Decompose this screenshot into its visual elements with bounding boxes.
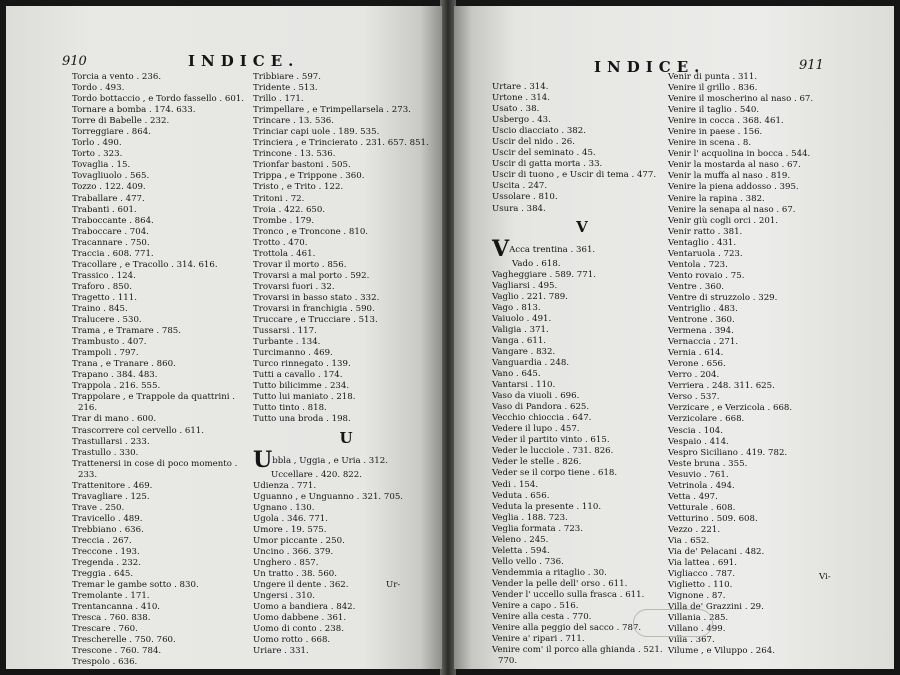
index-entry: Via . 652. (668, 535, 710, 546)
right-page-number: 911 (799, 58, 824, 73)
index-entry: Tutti a cavallo . 174. (253, 370, 343, 381)
index-entry: Traballare . 477. (72, 193, 145, 204)
index-entry: Vello vello . 736. (492, 556, 564, 567)
index-entry: Vedi . 154. (492, 479, 539, 490)
index-entry: Veduta la presente . 110. (492, 501, 602, 512)
index-entry: Tozzo . 122. 409. (72, 182, 146, 193)
index-entry: Veder il partito vinto . 615. (492, 435, 610, 446)
left-index-column-2 (253, 72, 439, 657)
index-entry: Trattenersi in cose di poco momento . (72, 458, 238, 469)
index-entry: Vescia . 104. (668, 425, 723, 436)
index-entry: 233. (78, 469, 98, 480)
index-entry: Treccia . 267. (72, 535, 132, 546)
index-entry: Tornare a bomba . 174. 633. (72, 105, 196, 116)
index-entry: Uriare . 331. (253, 646, 309, 657)
index-entry: Vigliacco . 787. (668, 569, 736, 580)
index-entry: Villania . 285. (668, 613, 729, 624)
index-entry: Umore . 19. 575. (253, 524, 327, 535)
index-entry: Traino . 845. (72, 303, 128, 314)
index-entry: Venire a capo . 516. (492, 601, 579, 612)
index-entry: Trattenitore . 469. (72, 480, 153, 491)
index-entry: Trovarsi in basso stato . 332. (253, 292, 380, 303)
index-entry: Vaiuolo . 491. (492, 313, 552, 324)
index-entry: Traboccare . 704. (72, 226, 149, 237)
index-entry: Venir di punta . 311. (668, 72, 758, 82)
index-entry: Vender l' uccello sulla frasca . 611. (492, 589, 645, 600)
index-entry: Ussolare . 810. (492, 192, 558, 203)
index-entry: Vanga . 611. (492, 335, 547, 346)
index-entry: Trincone . 13. 536. (253, 149, 336, 160)
index-entry: Vender la pelle dell' orso . 611. (492, 578, 628, 589)
index-entry: Ventre di struzzolo . 329. (668, 292, 778, 303)
index-entry: Urtone . 314. (492, 93, 550, 104)
index-entry: Veglia . 188. 723. (492, 512, 568, 523)
index-entry: Venire com' il porco alla ghianda . 521. (492, 645, 663, 656)
index-entry: Trillo . 171. (253, 94, 304, 105)
index-entry: Ubbla , Uggia , e Uria . 312. (253, 446, 388, 473)
index-entry: Venir giù cogli orci . 201. (668, 215, 779, 226)
index-entry: Trespolo . 636. (72, 657, 138, 668)
index-entry: Trescone . 760. 784. (72, 646, 162, 657)
index-entry: Travagliare . 125. (72, 491, 150, 502)
index-entry: Villa . 367. (668, 635, 715, 646)
index-entry: Vagheggiare . 589. 771. (492, 269, 596, 280)
index-entry: Treccone . 193. (72, 547, 140, 558)
index-entry: Tutto lui maniato . 218. (253, 392, 356, 403)
left-index-column-1 (72, 72, 250, 669)
index-entry: Vanguardia . 248. (492, 357, 570, 368)
index-entry: Trovar il morto . 856. (253, 259, 347, 270)
index-entry: Umor piccante . 250. (253, 535, 345, 546)
left-col2-u-entries (253, 481, 439, 658)
index-entry: Verriera . 248. 311. 625. (668, 381, 775, 392)
drop-cap-u: U (253, 446, 273, 473)
index-entry: Trippa , e Trippone . 360. (253, 171, 365, 182)
index-entry: Valigia . 371. (492, 324, 549, 335)
index-entry: Vado . 618. (512, 258, 561, 269)
index-entry: Torcia a vento . 236. (72, 72, 162, 82)
index-entry: Ventriglio . 483. (668, 303, 738, 314)
index-entry: Treggia . 645. (72, 569, 134, 580)
index-entry: Vaglio . 221. 789. (492, 291, 568, 302)
index-entry: Uomo a bandiera . 842. (253, 602, 356, 613)
index-entry: Uscio diacciato . 382. (492, 126, 586, 137)
index-entry: Tordo bottaccio , e Tordo fassello . 601. (72, 94, 244, 105)
index-entry: Trana , e Tranare . 860. (72, 359, 176, 370)
index-entry: Vesuvio . 761. (668, 469, 729, 480)
index-entry: Veglia formata . 723. (492, 523, 583, 534)
right-index-column-1 (492, 82, 672, 667)
index-entry: Trampoli . 797. (72, 348, 139, 359)
index-entry: Trastullo . 330. (72, 447, 139, 458)
index-entry: Uscir del nido . 26. (492, 137, 575, 148)
index-entry: Venire alla peggio del sacco . 787. (492, 623, 642, 634)
left-col2-t-entries (253, 72, 439, 426)
index-entry: Trave . 250. (72, 502, 125, 513)
index-entry: Ventaglio . 431. (668, 237, 737, 248)
index-entry: Tovaglia . 15. (72, 160, 131, 171)
index-entry: Tristo , e Trito . 122. (253, 182, 344, 193)
index-entry: Tridente . 513. (253, 83, 318, 94)
left-page (6, 6, 442, 669)
index-entry: Vernia . 614. (668, 348, 724, 359)
index-entry: Turco rinnegato . 139. (253, 359, 351, 370)
index-entry: Vano . 645. (492, 369, 541, 380)
index-entry: Trionfar bastoni . 505. (253, 160, 351, 171)
index-entry: Venire in scena . 8. (668, 138, 752, 149)
index-entry: Vetrinola . 494. (668, 480, 735, 491)
index-entry: Tordo . 493. (72, 83, 125, 94)
index-entry: Tutto bilicimme . 234. (253, 381, 350, 392)
index-entry: Venire la rapina . 382. (668, 193, 765, 204)
index-entry: Usura . 384. (492, 203, 546, 214)
index-entry: Venire il moscherino al naso . 67. (668, 94, 814, 105)
index-entry: Uncino . 366. 379. (253, 546, 334, 557)
index-entry: Turcimanno . 469. (253, 348, 333, 359)
index-entry: Venire la senapa al naso . 67. (668, 204, 796, 215)
index-entry: Trappolare , e Trappole da quattrini . (72, 392, 235, 403)
index-entry: Venire il taglio . 540. (668, 105, 760, 116)
left-page-number: 910 (62, 54, 87, 69)
index-entry: Tutto tinto . 818. (253, 403, 327, 414)
index-entry: Tremolante . 171. (72, 591, 150, 602)
index-entry: Vedere il lupo . 457. (492, 424, 580, 435)
index-entry: Usato . 38. (492, 104, 540, 115)
index-entry: Vaso di Pandora . 625. (492, 402, 590, 413)
index-entry: Tralucere . 530. (72, 315, 142, 326)
index-entry: Ventaruola . 723. (668, 248, 743, 259)
index-entry: Trincare . 13. 536. (253, 116, 334, 127)
left-running-head: INDICE. (188, 52, 300, 70)
index-entry: Tronco , e Troncone . 810. (253, 226, 369, 237)
index-entry: Verzicolare . 668. (668, 414, 745, 425)
index-entry: Vignone . 87. (668, 591, 726, 602)
index-entry: Tussarsi . 117. (253, 326, 317, 337)
index-entry: Ugnano . 130. (253, 502, 315, 513)
index-entry: Trascorrere col cervello . 611. (72, 425, 205, 436)
index-entry: Vespro Siciliano . 419. 782. (668, 447, 788, 458)
index-entry: Vento rovaio . 75. (668, 270, 745, 281)
section-letter-v: V (576, 217, 588, 236)
index-entry: Troia . 422. 650. (253, 204, 326, 215)
index-entry: Torre di Babelle . 232. (72, 116, 170, 127)
index-entry: Veleno . 245. (492, 534, 549, 545)
index-entry: Trassico . 124. (72, 270, 136, 281)
index-entry: Tracollare , e Tracollo . 314. 616. (72, 259, 218, 270)
index-entry: Uscir di tuono , e Uscir di tema . 477. (492, 170, 657, 181)
index-entry: Trovarsi in franchigia . 590. (253, 303, 375, 314)
index-entry: Trescare . 760. (72, 624, 138, 635)
index-entry: Uomo rotto . 668. (253, 635, 331, 646)
index-entry: Udienza . 771. (253, 480, 317, 491)
index-entry: Trovarsi a mal porto . 592. (253, 270, 370, 281)
index-entry: Tremar le gambe sotto . 830. (72, 580, 199, 591)
index-entry: Tracannare . 750. (72, 237, 150, 248)
index-entry: Trotto . 470. (253, 237, 308, 248)
index-entry: Venire alla cesta . 770. (492, 612, 592, 623)
index-entry: Uscir di gatta morta . 33. (492, 159, 603, 170)
index-entry: VAcca trentina . 361. (492, 235, 596, 262)
index-entry: Veletta . 594. (492, 545, 550, 556)
index-entry: Venir l' acquolina in bocca . 544. (668, 149, 811, 160)
index-entry: Villano . 499. (668, 624, 726, 635)
index-entry: Ungere il dente . 362. (253, 579, 349, 590)
index-entry: Trinciar capi uole . 189. 535. (253, 127, 380, 138)
index-entry: Vaso da viuoli . 696. (492, 391, 580, 402)
index-entry: Traccia . 608. 771. (72, 248, 154, 259)
index-entry: Torreggiare . 864. (72, 127, 151, 138)
index-entry: Trambusto . 407. (72, 337, 147, 348)
index-entry: Trimpellare , e Trimpellarsela . 273. (253, 105, 411, 116)
index-entry: Trescherelle . 750. 760. (72, 635, 176, 646)
right-col1-u-entries (492, 82, 672, 215)
index-entry: Tritoni . 72. (253, 193, 305, 204)
index-entry: Turbante . 134. (253, 337, 321, 348)
index-entry: Uccellare . 420. 822. (271, 469, 362, 480)
index-entry: Trovarsi fuori . 32. (253, 281, 335, 292)
index-entry: Vetturino . 509. 608. (668, 513, 758, 524)
index-entry: Trappola . 216. 555. (72, 381, 161, 392)
index-entry: Vangare . 832. (492, 346, 556, 357)
library-stamp (633, 609, 713, 637)
index-entry: Unghero . 857. (253, 557, 319, 568)
index-entry: Urtare . 314. (492, 82, 549, 92)
index-entry: Uomo dabbene . 361. (253, 613, 347, 624)
index-entry: Veduta . 656. (492, 490, 550, 501)
index-entry: Tribbiare . 597. (253, 72, 321, 82)
index-entry: Vetturale . 608. (668, 502, 736, 513)
index-entry: Veder se il corpo tiene . 618. (492, 468, 618, 479)
right-running-head: INDICE. (594, 58, 706, 76)
index-entry: Ungersi . 310. (253, 591, 315, 602)
right-col1-v-entries (492, 270, 672, 668)
index-entry: Uscir del seminato . 45. (492, 148, 596, 159)
index-entry: Venir la muffa al naso . 819. (668, 171, 791, 182)
index-entry: Traforo . 850. (72, 281, 132, 292)
index-entry: Uomo di conto . 238. (253, 624, 344, 635)
left-catchword: Ur- (386, 580, 401, 590)
index-entry: Trastullarsi . 233. (72, 436, 150, 447)
index-entry: Truccare , e Trucciare . 513. (253, 315, 378, 326)
drop-cap-v: V (492, 235, 510, 262)
index-entry: Trentancanna . 410. (72, 602, 161, 613)
index-entry: Via de' Pelacani . 482. (668, 547, 765, 558)
index-entry: Ugola . 346. 771. (253, 513, 328, 524)
index-entry: Veste bruna . 355. (668, 458, 748, 469)
index-entry: Vagliarsi . 495. (492, 280, 558, 291)
index-entry: Trebbiano . 636. (72, 524, 144, 535)
index-entry: Ventre . 360. (668, 281, 725, 292)
index-entry: Venir ratto . 381. (668, 226, 743, 237)
index-entry: Viglietto . 110. (668, 580, 733, 591)
index-entry: Torto . 323. (72, 149, 123, 160)
index-entry: Villa de' Grazzini . 29. (668, 602, 764, 613)
index-entry: Venire il grillo . 836. (668, 83, 758, 94)
index-entry: Trabanti . 601. (72, 204, 137, 215)
index-entry: Via lattea . 691. (668, 558, 737, 569)
right-index-column-2 (668, 72, 858, 657)
index-entry: Trapano . 384. 483. (72, 370, 158, 381)
index-entry: Verone . 656. (668, 359, 726, 370)
index-entry: Venire a' ripari . 711. (492, 634, 585, 645)
index-entry: Verso . 537. (668, 392, 720, 403)
index-entry: Traboccante . 864. (72, 215, 154, 226)
index-entry: Tregenda . 232. (72, 558, 142, 569)
index-entry: Tovagliuolo . 565. (72, 171, 150, 182)
index-entry: Vendemmia a ritaglio . 30. (492, 567, 607, 578)
index-entry: Tragetto . 111. (72, 292, 137, 303)
index-entry: Trinciera , e Trincierato . 231. 657. 851. (253, 138, 429, 149)
index-entry: Venire la piena addosso . 395. (668, 182, 799, 193)
index-entry: Tutto una broda . 198. (253, 414, 351, 425)
index-entry: Uguanno , e Unguanno . 321. 705. (253, 491, 404, 502)
index-entry: Vantarsi . 110. (492, 380, 556, 391)
index-entry: Veder le lucciole . 731. 826. (492, 446, 614, 457)
index-entry: Ventola . 723. (668, 259, 728, 270)
index-entry: Vezzo . 221. (668, 524, 721, 535)
index-entry: Trar di mano . 600. (72, 414, 157, 425)
index-entry: Trama , e Tramare . 785. (72, 326, 182, 337)
index-entry: Vecchio chioccia . 647. (492, 413, 592, 424)
index-entry: Verro . 204. (668, 370, 720, 381)
index-entry: Venire in cocca . 368. 461. (668, 116, 784, 127)
right-catchword: Vi- (819, 572, 831, 582)
index-entry: Travicello . 489. (72, 513, 143, 524)
index-entry: Usbergo . 43. (492, 115, 551, 126)
index-entry: 216. (78, 403, 98, 414)
index-entry: Veder le stelle . 826. (492, 457, 582, 468)
index-entry: Ventrone . 360. (668, 315, 735, 326)
index-entry: Vago . 813. (492, 302, 541, 313)
right-page (454, 6, 894, 669)
index-entry: Trottola . 461. (253, 248, 316, 259)
index-entry: Uscita . 247. (492, 181, 548, 192)
section-letter-u: U (339, 428, 353, 447)
index-entry: Vilume , e Viluppo . 264. (668, 646, 775, 657)
index-entry: Vermena . 394. (668, 326, 734, 337)
index-entry: Vetta . 497. (668, 491, 718, 502)
index-entry: Vespaio . 414. (668, 436, 729, 447)
index-entry: Vernaccia . 271. (668, 337, 739, 348)
index-entry: Verzicare , e Verzicola . 668. (668, 403, 793, 414)
index-entry: Tresca . 760. 838. (72, 613, 151, 624)
index-entry: 770. (498, 656, 518, 667)
index-entry: Torlo . 490. (72, 138, 122, 149)
index-entry: Venire in paese . 156. (668, 127, 763, 138)
index-entry: Venir la mostarda al naso . 67. (668, 160, 801, 171)
index-entry: Trombe . 179. (253, 215, 315, 226)
index-entry: Un tratto . 38. 560. (253, 568, 338, 579)
